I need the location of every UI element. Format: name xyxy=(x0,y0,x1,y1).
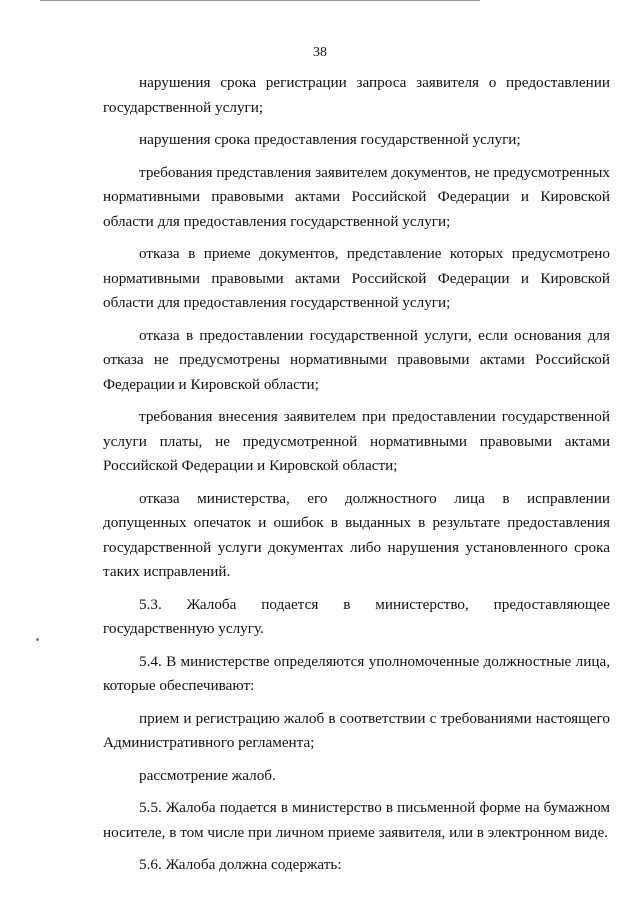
paragraph: нарушения срока регистрации запроса заявителя о предоставлении государственной услуги; xyxy=(103,74,610,116)
paragraph: отказа министерства, его должностного лица в исправлении допущенных опечаток и ошибок в выданных в результате предоставления государственной услуги документах либо нарушения установленного срока таких исправлений. xyxy=(103,489,610,580)
paragraph: прием и регистрацию жалоб в соответствии с требованиями настоящего Административного регламента; xyxy=(103,709,610,751)
paragraph: отказа в предоставлении государственной услуги, если основания для отказа не предусмотрены нормативными правовыми актами Российской Федерации и Кировской области; xyxy=(103,326,610,393)
paragraph: отказа в приеме документов, представление которых предусмотрено нормативными правовыми актами Российской Федерации и Кировской области для предоставления государственной услуги; xyxy=(103,245,610,311)
paragraph: 5.5. Жалоба подается в министерство в письменной форме на бумажном носителе, в том числе при личном приеме заявителя, или в электронном виде. xyxy=(103,799,610,841)
paragraph: рассмотрение жалоб. xyxy=(139,766,276,784)
paragraph: требования внесения заявителем при предоставлении государственной услуги платы, не предусмотренной нормативными правовыми актами Российской Федерации и Кировской области; xyxy=(103,408,610,474)
document-body xyxy=(103,71,610,886)
paragraph: 5.6. Жалоба должна содержать: xyxy=(139,856,342,873)
scan-edge-line xyxy=(40,0,480,1)
page-number: 38 xyxy=(313,45,327,60)
paragraph: 5.4. В министерстве определяются уполномоченные должностные лица, которые обеспечивают: xyxy=(103,652,610,694)
scan-speck xyxy=(36,638,39,641)
paragraph: нарушения срока предоставления государственной услуги; xyxy=(139,131,521,148)
paragraph: требования представления заявителем документов, не предусмотренных нормативными правовыми актами Российской Федерации и Кировской области для предоставления государственной услуги; xyxy=(103,163,610,230)
paragraph: 5.3. Жалоба подается в министерство, предоставляющее государственную услугу. xyxy=(103,595,610,637)
